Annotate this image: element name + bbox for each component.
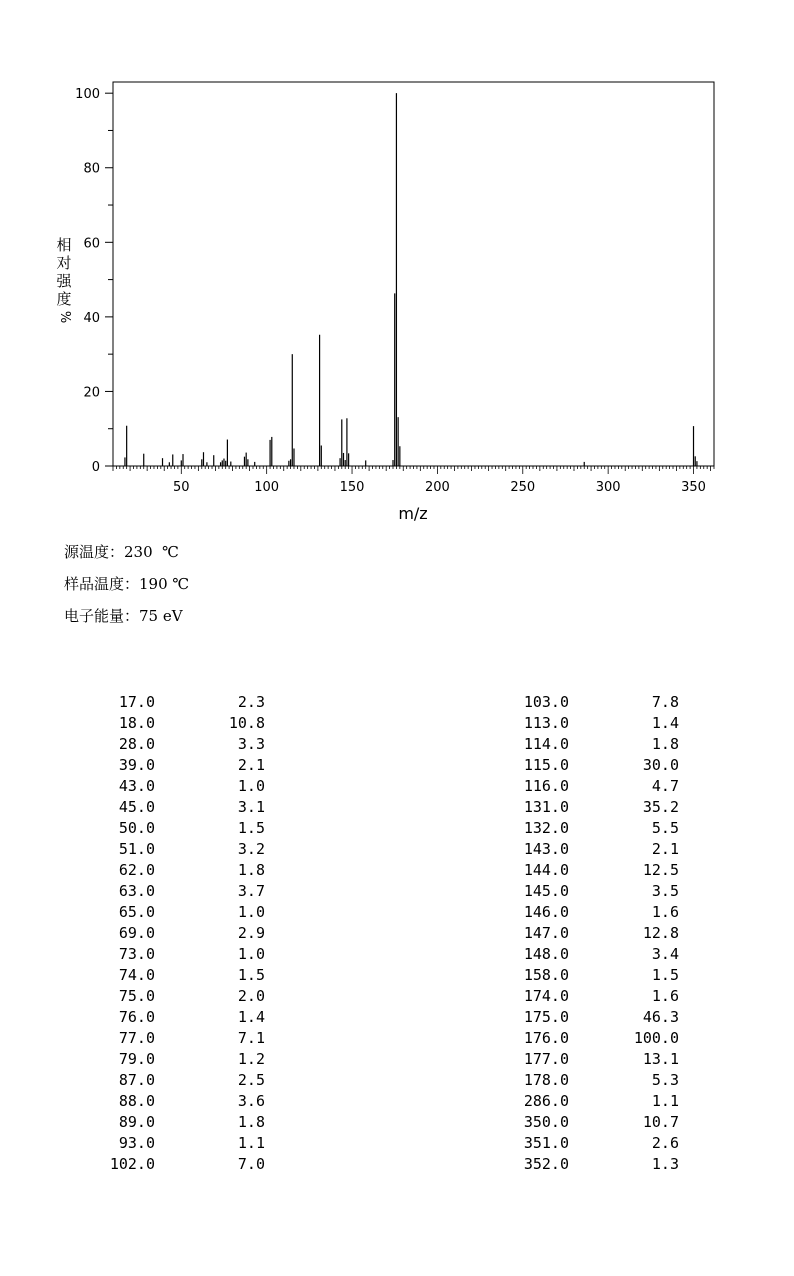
mz-value: 144.0 [523,861,569,879]
abundance-value: 13.1 [642,1050,679,1068]
table-row [513,734,679,755]
mz-value: 77.0 [118,1029,155,1047]
x-tick-label: 200 [424,480,450,495]
table-row [99,1049,265,1070]
abundance-value: 2.0 [237,987,265,1005]
table-row [513,902,679,923]
abundance-value: 7.1 [237,1029,265,1047]
y-tick-label: 60 [83,236,100,252]
y-tick-label: 0 [91,460,100,475]
mz-value: 146.0 [523,903,569,921]
abundance-value: 1.6 [651,903,679,921]
electron-energy-value: 75 eV [139,607,183,625]
table-row [513,1112,679,1133]
peak-table-left [99,692,265,1175]
abundance-value: 3.5 [651,882,679,900]
mz-value: 88.0 [118,1092,155,1110]
abundance-value: 1.1 [651,1092,679,1110]
abundance-value: 1.0 [237,945,265,963]
abundance-value: 1.0 [237,777,265,795]
abundance-value: 30.0 [642,756,679,774]
mz-value: 50.0 [118,819,155,837]
mz-value: 350.0 [523,1113,569,1131]
x-tick-label: 100 [254,480,280,495]
mz-value: 177.0 [523,1050,569,1068]
mz-value: 352.0 [523,1155,569,1173]
abundance-value: 5.3 [651,1071,679,1089]
x-tick-label: 350 [681,480,706,495]
mz-value: 143.0 [523,840,569,858]
abundance-value: 3.1 [237,798,265,816]
mz-value: 178.0 [523,1071,569,1089]
table-row [513,1070,679,1091]
peak-table-right [513,692,679,1175]
abundance-value: 3.6 [237,1092,265,1110]
table-row [99,839,265,860]
abundance-value: 5.5 [651,819,679,837]
abundance-value: 3.2 [237,840,265,858]
abundance-value: 7.8 [651,693,679,711]
table-row [513,755,679,776]
peak-bars [125,93,697,466]
mz-value: 158.0 [523,966,569,984]
table-row [513,818,679,839]
abundance-value: 1.4 [651,714,679,732]
table-row [99,1133,265,1154]
mz-value: 351.0 [523,1134,569,1152]
abundance-value: 4.7 [651,777,679,795]
table-row [99,776,265,797]
table-row [99,923,265,944]
mz-value: 176.0 [523,1029,569,1047]
table-row [99,713,265,734]
abundance-value: 1.3 [651,1155,679,1173]
abundance-value: 3.7 [237,882,265,900]
mz-value: 132.0 [523,819,569,837]
x-axis [113,466,714,495]
mz-value: 93.0 [118,1134,155,1152]
table-row [513,1028,679,1049]
abundance-value: 2.6 [651,1134,679,1152]
abundance-value: 10.8 [228,714,265,732]
abundance-value: 1.5 [237,966,265,984]
mz-value: 18.0 [118,714,155,732]
y-tick-label: 40 [83,310,100,326]
x-tick-label: 150 [339,480,365,495]
table-row [513,881,679,902]
table-row [513,1154,679,1175]
abundance-value: 1.8 [651,735,679,753]
table-row [513,797,679,818]
mz-value: 45.0 [118,798,155,816]
table-row [99,1091,265,1112]
table-row [513,692,679,713]
mz-value: 76.0 [118,1008,155,1026]
mz-value: 87.0 [118,1071,155,1089]
abundance-value: 35.2 [642,798,679,816]
y-tick-label: 80 [83,161,100,177]
mz-value: 39.0 [118,756,155,774]
abundance-value: 10.7 [642,1113,679,1131]
mz-value: 74.0 [118,966,155,984]
y-axis-label-char: 对 [56,254,72,272]
plot-frame [113,82,714,466]
sample-temperature-value: 190 ℃ [139,575,190,593]
mz-value: 145.0 [523,882,569,900]
y-axis-label-char: % [57,310,72,324]
abundance-value: 3.3 [237,735,265,753]
table-row [99,902,265,923]
mz-value: 131.0 [523,798,569,816]
table-row [513,1007,679,1028]
mz-value: 62.0 [118,861,155,879]
table-row [513,1091,679,1112]
abundance-value: 1.8 [237,861,265,879]
abundance-value: 100.0 [633,1029,679,1047]
mz-value: 115.0 [523,756,569,774]
abundance-value: 1.2 [237,1050,265,1068]
source-temperature-value: 230 ℃ [124,543,179,561]
abundance-value: 1.5 [651,966,679,984]
abundance-value: 2.3 [237,693,265,711]
table-row [513,1049,679,1070]
y-axis [75,87,113,475]
abundance-value: 12.5 [642,861,679,879]
y-axis-label-char: 度 [56,290,72,308]
mz-value: 148.0 [523,945,569,963]
electron-energy [64,605,183,626]
table-row [99,1070,265,1091]
sample-temperature [64,573,189,594]
table-row [513,965,679,986]
table-row [99,818,265,839]
mz-value: 69.0 [118,924,155,942]
table-row [99,965,265,986]
abundance-value: 2.1 [651,840,679,858]
abundance-value: 1.0 [237,903,265,921]
table-row [99,944,265,965]
abundance-value: 12.8 [642,924,679,942]
mz-value: 43.0 [118,777,155,795]
table-row [513,1133,679,1154]
table-row [99,734,265,755]
table-row [99,1028,265,1049]
table-row [513,776,679,797]
mz-value: 75.0 [118,987,155,1005]
mz-value: 286.0 [523,1092,569,1110]
y-tick-label: 20 [83,385,100,401]
mz-value: 116.0 [523,777,569,795]
abundance-value: 1.8 [237,1113,265,1131]
y-axis-label-char: 强 [56,272,72,290]
abundance-value: 2.5 [237,1071,265,1089]
abundance-value: 1.1 [237,1134,265,1152]
table-row [99,1112,265,1133]
mz-value: 89.0 [118,1113,155,1131]
mz-value: 28.0 [118,735,155,753]
mz-value: 65.0 [118,903,155,921]
table-row [99,797,265,818]
y-axis-label [54,236,74,326]
table-row [99,1154,265,1175]
abundance-value: 2.1 [237,756,265,774]
mz-value: 51.0 [118,840,155,858]
mz-value: 103.0 [523,693,569,711]
abundance-value: 3.4 [651,945,679,963]
abundance-value: 46.3 [642,1008,679,1026]
y-axis-label-char: 相 [56,236,72,254]
table-row [513,713,679,734]
x-tick-label: 50 [173,480,190,495]
mz-value: 102.0 [109,1155,155,1173]
mz-value: 174.0 [523,987,569,1005]
mz-value: 17.0 [118,693,155,711]
source-temperature-label: 源温度： [64,543,125,561]
x-axis-label: m/z [398,504,428,523]
abundance-value: 1.5 [237,819,265,837]
abundance-value: 1.4 [237,1008,265,1026]
source-temperature [64,541,179,562]
table-row [513,923,679,944]
electron-energy-label: 电子能量： [64,607,140,625]
table-row [99,986,265,1007]
mz-value: 113.0 [523,714,569,732]
x-tick-label: 250 [510,480,536,495]
table-row [99,881,265,902]
abundance-value: 1.6 [651,987,679,1005]
x-tick-label: 300 [595,480,621,495]
sample-temperature-label: 样品温度： [64,575,140,593]
mz-value: 73.0 [118,945,155,963]
table-row [513,944,679,965]
mass-spectrum-chart [0,0,794,530]
abundance-value: 7.0 [237,1155,265,1173]
table-row [99,755,265,776]
table-row [99,692,265,713]
table-row [99,1007,265,1028]
table-row [513,860,679,881]
mz-value: 63.0 [118,882,155,900]
mz-value: 147.0 [523,924,569,942]
table-row [99,860,265,881]
y-tick-label: 100 [75,87,100,103]
mz-value: 79.0 [118,1050,155,1068]
abundance-value: 2.9 [237,924,265,942]
mz-value: 175.0 [523,1008,569,1026]
table-row [513,986,679,1007]
table-row [513,839,679,860]
mz-value: 114.0 [523,735,569,753]
